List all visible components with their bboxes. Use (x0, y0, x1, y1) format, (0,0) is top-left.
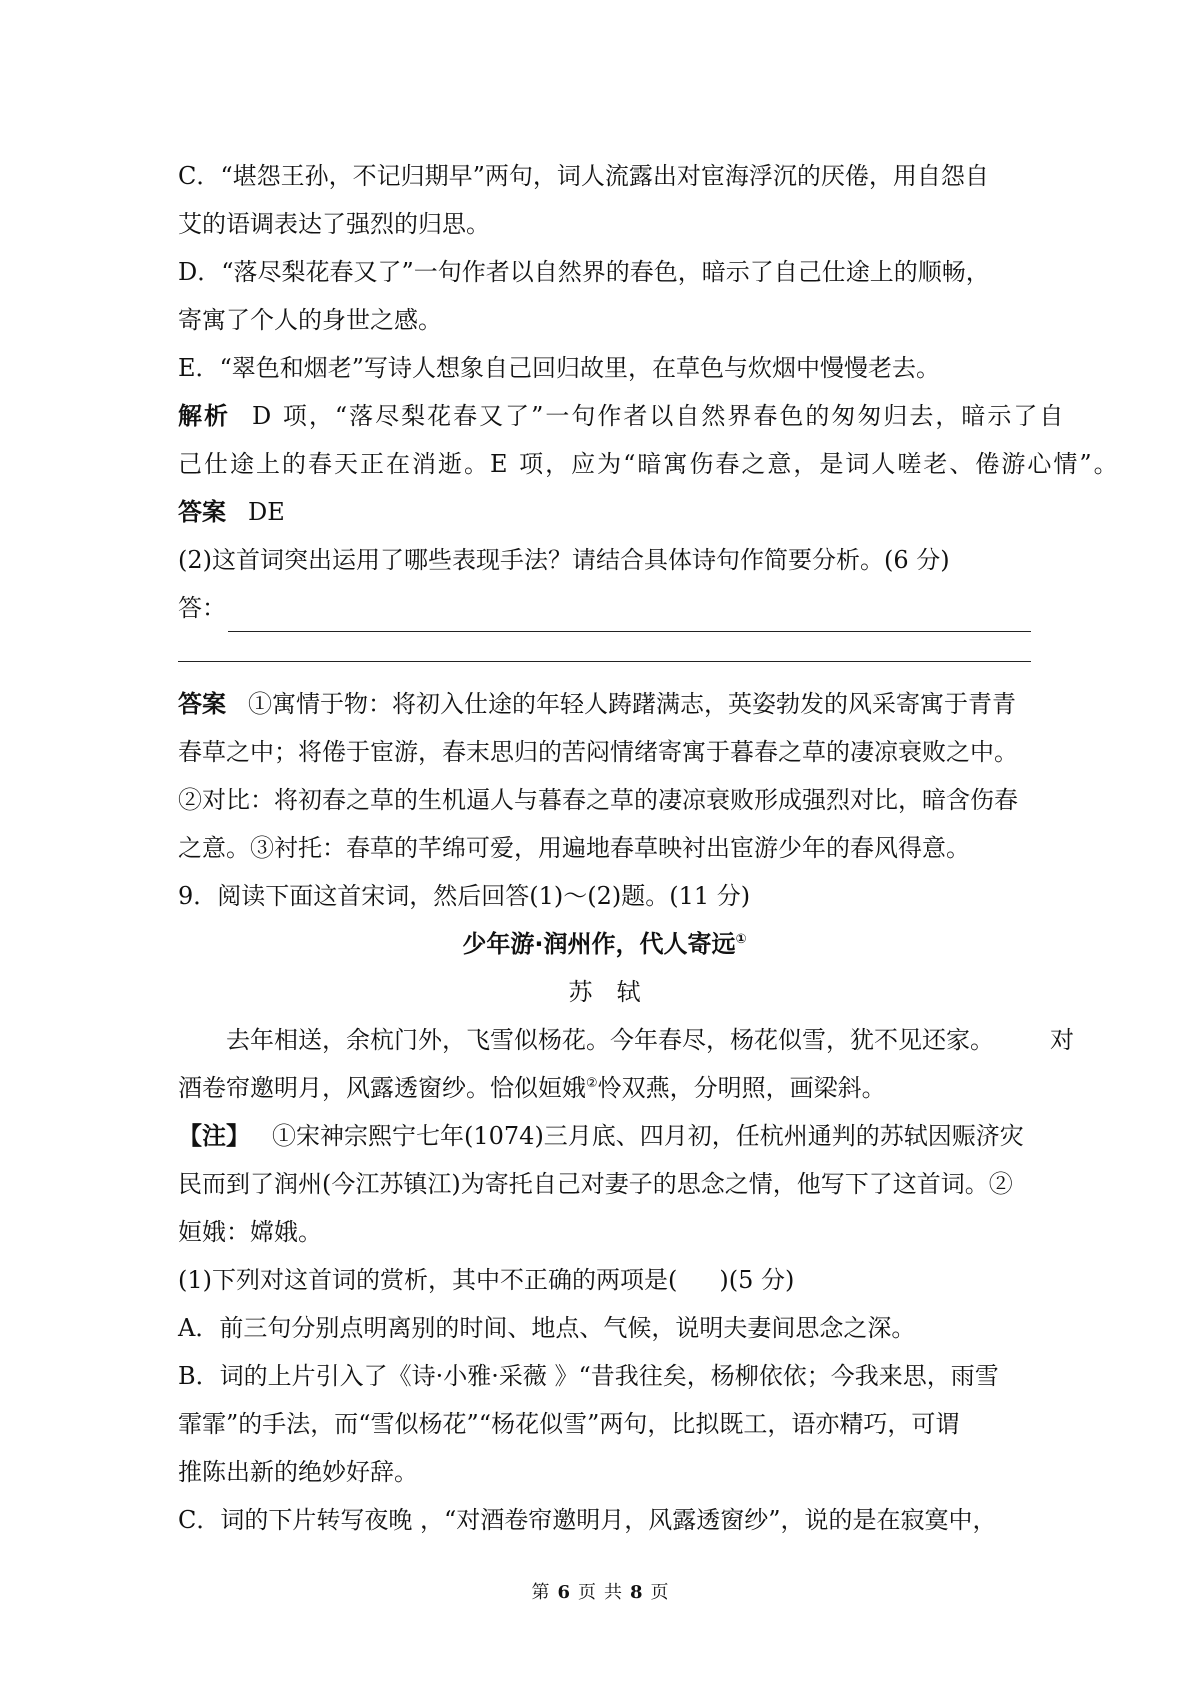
answer-2-line-3: ②对比：将初春之草的生机逼人与暮春之草的凄凉衰败形成强烈对比，暗含伤春 (178, 786, 1018, 814)
option-c-line-1: C．“堪怨王孙，不记归期早”两句，词人流露出对宦海浮沉的厌倦，用自怨自 (178, 162, 989, 190)
sub-question-1-prompt-a: (1)下列对这首词的赏析，其中不正确的两项是( (178, 1266, 678, 1294)
poem-line-1a: 去年相送，余杭门外，飞雪似杨花。今年春尽，杨花似雪，犹不见还家。 (226, 1026, 994, 1054)
footer-page-unit: 页 (578, 1582, 596, 1603)
answer-2-line-4: 之意。③衬托：春草的芊绵可爱，用遍地春草映衬出宦游少年的春风得意。 (178, 834, 970, 862)
poem-author: 苏 轼 (568, 978, 641, 1006)
analysis-label: 解析 (178, 401, 230, 430)
footer-total-label: 共 (604, 1582, 622, 1603)
poem-line-2-note-mark: ② (586, 1076, 598, 1091)
poem-title-text: 少年游·润州作，代人寄远 (462, 930, 736, 958)
option-e-line-1: E．“翠色和烟老”写诗人想象自己回归故里，在草色与炊烟中慢慢老去。 (178, 354, 941, 382)
answer-1-label: 答案 (178, 497, 226, 526)
footer-total-unit: 页 (650, 1582, 669, 1603)
poem-line-2 (178, 1064, 1031, 1112)
poem-line-1 (178, 1016, 1074, 1064)
question-2-answer-line (178, 584, 1031, 632)
poem-line-1b: 对 (1050, 1026, 1074, 1054)
analysis-text-1: D 项，“落尽梨花春又了”一句作者以自然界春色的匆匆归去，暗示了自 (252, 402, 1066, 430)
answer-1-text: DE (248, 498, 285, 526)
sub-question-1-prompt-b: )(5 分) (719, 1266, 795, 1294)
sub-option-b-line-2: 霏霏”的手法，而“雪似杨花”“杨花似雪”两句，比拟既工，语亦精巧，可谓 (178, 1410, 960, 1438)
sub-option-c-line-1: C．词的下片转写夜晚 ，“对酒卷帘邀明月，风露透窗纱”，说的是在寂寞中， (178, 1506, 997, 1534)
page-footer (0, 1578, 1200, 1604)
sub-option-b-line-3: 推陈出新的绝妙好辞。 (178, 1458, 418, 1486)
answer-2-label: 答案 (178, 689, 226, 718)
poem-title (178, 920, 1031, 968)
answer-prefix: 答： (178, 594, 226, 622)
analysis-line-1 (178, 392, 1066, 440)
notes-line-1 (178, 1112, 1031, 1160)
answer-2-text-1: ①寓情于物：将初入仕途的年轻人踌躇满志，英姿勃发的风采寄寓于青青 (248, 690, 1016, 718)
analysis-line-2: 己仕途上的春天正在消逝。E 项，应为“暗寓伤春之意，是词人嗟老、倦游心情”。 (178, 450, 1120, 478)
poem-title-note-mark: ① (735, 932, 747, 947)
footer-page-number: 6 (557, 1582, 570, 1603)
poem-line-2a: 酒卷帘邀明月，风露透窗纱。恰似姮娥 (178, 1074, 586, 1102)
notes-label: 【注】 (178, 1121, 250, 1150)
answer-2-line-1 (178, 680, 1031, 728)
footer-page-label: 第 (531, 1582, 550, 1603)
option-c-line-2: 艾的语调表达了强烈的归思。 (178, 210, 490, 238)
question-9-prompt: 9．阅读下面这首宋词，然后回答(1)～(2)题。(11 分) (178, 882, 751, 910)
option-d-line-2: 寄寓了个人的身世之感。 (178, 306, 442, 334)
answer-2-line-2: 春草之中；将倦于宦游，春末思归的苦闷情绪寄寓于暮春之草的凄凉衰败之中。 (178, 738, 1018, 766)
answer-blank-line-2[interactable] (178, 632, 1031, 662)
footer-total-number: 8 (630, 1582, 643, 1603)
page-content (178, 152, 1120, 1544)
sub-option-a: A．前三句分别点明离别的时间、地点、气候，说明夫妻间思念之深。 (178, 1314, 916, 1342)
answer-blank-line-1[interactable] (228, 597, 1031, 632)
answer-1 (178, 488, 1031, 536)
notes-line-2: 民而到了润州(今江苏镇江)为寄托自己对妻子的思念之情，他写下了这首词。② (178, 1170, 1013, 1198)
sub-option-b-line-1: B．词的上片引入了《诗·小雅·采薇 》“昔我往矣，杨柳依依；今我来思，雨雪 (178, 1362, 999, 1390)
sub-question-1-prompt (178, 1256, 1031, 1304)
option-d-line-1: D．“落尽梨花春又了”一句作者以自然界的春色，暗示了自己仕途上的顺畅， (178, 258, 990, 286)
question-2-prompt: (2)这首词突出运用了哪些表现手法？请结合具体诗句作简要分析。(6 分) (178, 546, 950, 574)
notes-line-3: 姮娥：嫦娥。 (178, 1218, 322, 1246)
poem-line-2b: 怜双燕，分明照，画梁斜。 (597, 1074, 886, 1102)
notes-text-1: ①宋神宗熙宁七年(1074)三月底、四月初，任杭州通判的苏轼因赈济灾 (272, 1122, 1024, 1150)
